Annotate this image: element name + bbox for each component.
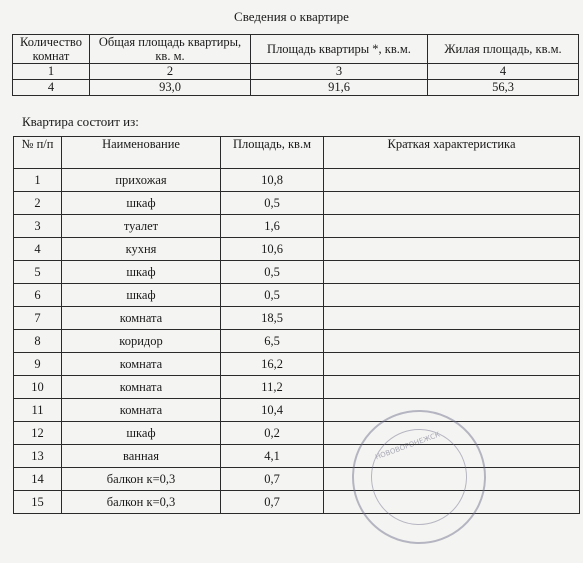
room-area: 0,2 <box>221 422 324 445</box>
header-room-count: Количество комнат <box>13 35 90 64</box>
room-description <box>324 192 580 215</box>
room-area: 0,7 <box>221 468 324 491</box>
room-name: шкаф <box>62 261 221 284</box>
table-row <box>14 491 580 514</box>
table-row <box>14 261 580 284</box>
header-name: Наименование <box>62 137 221 169</box>
room-number: 15 <box>14 491 62 514</box>
room-number: 2 <box>14 192 62 215</box>
room-number: 7 <box>14 307 62 330</box>
summary-table <box>12 34 579 96</box>
table-row <box>14 330 580 353</box>
room-name: балкон к=0,3 <box>62 468 221 491</box>
room-name: коридор <box>62 330 221 353</box>
summary-index-row <box>13 64 579 80</box>
table-row <box>14 399 580 422</box>
room-description <box>324 215 580 238</box>
rooms-table <box>13 136 580 514</box>
room-area: 0,5 <box>221 261 324 284</box>
table-row <box>14 468 580 491</box>
room-area: 10,8 <box>221 169 324 192</box>
page-title: Сведения о квартире <box>234 9 349 24</box>
header-number: № п/п <box>14 137 62 169</box>
stamp-text: НОВОВОРОНЕЖСК <box>374 430 442 462</box>
header-total-area: Общая площадь квартиры, кв. м. <box>90 35 251 64</box>
room-name: туалет <box>62 215 221 238</box>
room-number: 12 <box>14 422 62 445</box>
room-number: 4 <box>14 238 62 261</box>
table-row <box>14 307 580 330</box>
header-apartment-area: Площадь квартиры *, кв.м. <box>251 35 428 64</box>
header-description: Краткая характеристика <box>324 137 580 169</box>
room-number: 8 <box>14 330 62 353</box>
room-name: комната <box>62 376 221 399</box>
summary-index-cell: 3 <box>251 64 428 80</box>
room-area: 0,5 <box>221 284 324 307</box>
room-number: 1 <box>14 169 62 192</box>
room-number: 9 <box>14 353 62 376</box>
room-name: прихожая <box>62 169 221 192</box>
room-number: 11 <box>14 399 62 422</box>
room-name: шкаф <box>62 192 221 215</box>
room-name: комната <box>62 353 221 376</box>
room-name: балкон к=0,3 <box>62 491 221 514</box>
room-name: кухня <box>62 238 221 261</box>
room-number: 6 <box>14 284 62 307</box>
room-name: комната <box>62 307 221 330</box>
room-area: 11,2 <box>221 376 324 399</box>
rooms-section-title: Квартира состоит из: <box>22 114 139 129</box>
table-row <box>14 422 580 445</box>
living-area-value: 56,3 <box>428 80 579 96</box>
room-description <box>324 238 580 261</box>
room-area: 18,5 <box>221 307 324 330</box>
room-description <box>324 169 580 192</box>
summary-index-cell: 4 <box>428 64 579 80</box>
room-area: 16,2 <box>221 353 324 376</box>
header-living-area: Жилая площадь, кв.м. <box>428 35 579 64</box>
table-row <box>14 376 580 399</box>
room-area: 6,5 <box>221 330 324 353</box>
room-area: 4,1 <box>221 445 324 468</box>
room-description <box>324 284 580 307</box>
room-description <box>324 376 580 399</box>
room-number: 14 <box>14 468 62 491</box>
room-number: 5 <box>14 261 62 284</box>
room-number: 10 <box>14 376 62 399</box>
room-area: 0,7 <box>221 491 324 514</box>
summary-index-cell: 2 <box>90 64 251 80</box>
room-number: 3 <box>14 215 62 238</box>
table-row <box>14 353 580 376</box>
room-count-value: 4 <box>13 80 90 96</box>
room-description <box>324 261 580 284</box>
rooms-header-row <box>14 137 580 169</box>
header-area: Площадь, кв.м <box>221 137 324 169</box>
table-row <box>14 192 580 215</box>
room-name: шкаф <box>62 284 221 307</box>
summary-header-row <box>13 35 579 64</box>
room-name: комната <box>62 399 221 422</box>
room-area: 10,4 <box>221 399 324 422</box>
room-description <box>324 307 580 330</box>
room-description <box>324 353 580 376</box>
room-area: 10,6 <box>221 238 324 261</box>
room-name: шкаф <box>62 422 221 445</box>
room-name: ванная <box>62 445 221 468</box>
apartment-area-value: 91,6 <box>251 80 428 96</box>
table-row <box>14 445 580 468</box>
room-area: 0,5 <box>221 192 324 215</box>
table-row <box>14 215 580 238</box>
room-number: 13 <box>14 445 62 468</box>
stamp-inner-ring <box>357 415 480 538</box>
room-area: 1,6 <box>221 215 324 238</box>
room-description <box>324 330 580 353</box>
table-row <box>14 238 580 261</box>
summary-index-cell: 1 <box>13 64 90 80</box>
table-row <box>14 169 580 192</box>
total-area-value: 93,0 <box>90 80 251 96</box>
table-row <box>14 284 580 307</box>
summary-values-row <box>13 80 579 96</box>
